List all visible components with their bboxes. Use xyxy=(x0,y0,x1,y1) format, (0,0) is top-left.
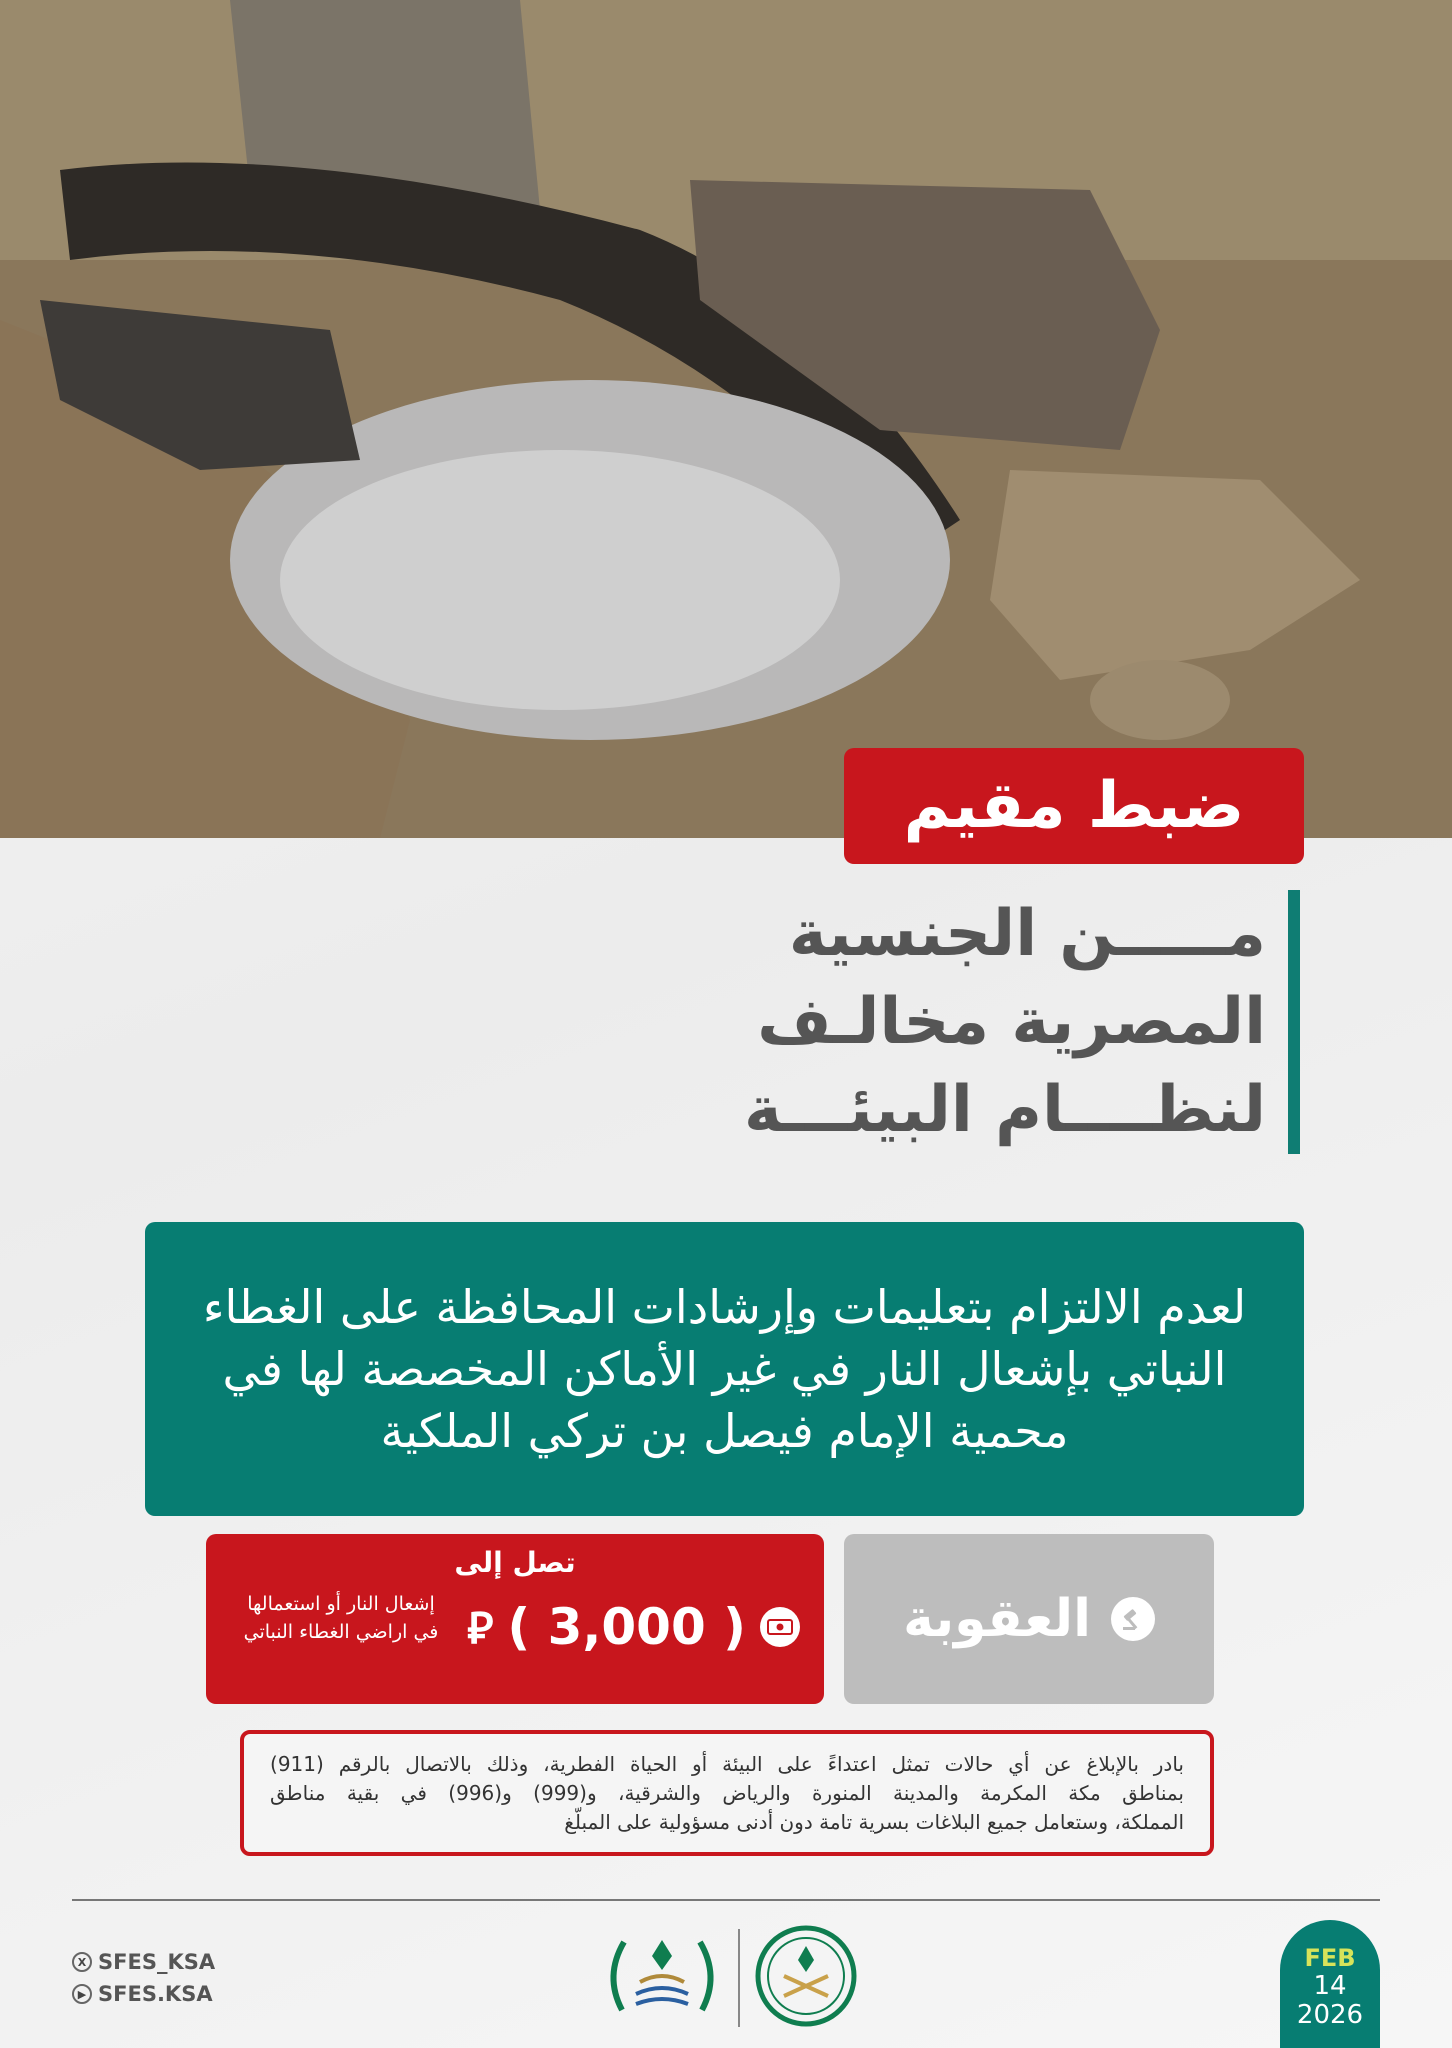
subtitle-line: لنظــــام البيئـــة xyxy=(744,1073,1266,1147)
riyal-currency-symbol: ⃁ xyxy=(467,1602,494,1654)
notice-line: بادر بالإبلاغ عن أي حالات تمثل اعتداءً على البيئة أو الحياة الفطرية، وذلك بالاتصال بالرقم (911) xyxy=(270,1751,1184,1776)
saudi-emblem-icon xyxy=(754,1924,858,2032)
youtube-icon: ▶ xyxy=(72,1984,92,2004)
environmental-security-logo-icon xyxy=(600,1926,724,2030)
penalty-up-to: تصل إلى xyxy=(454,1546,576,1579)
x-handle: SFES_KSA xyxy=(98,1950,216,1974)
violation-line: لعدم الالتزام بتعليمات وإرشادات المحافظة على الغطاء xyxy=(202,1280,1247,1334)
x-handle-row[interactable] xyxy=(72,1946,215,1978)
gavel-icon xyxy=(1111,1597,1155,1641)
date-badge xyxy=(1280,1920,1380,2048)
headline-badge: ضبط مقيم xyxy=(844,748,1304,864)
penalty-description-line: في اراضي الغطاء النباتي xyxy=(243,1621,439,1643)
notice-line: المملكة، وستعامل جميع البلاغات بسرية تامة دون أدنى مسؤولية على المبلّغ xyxy=(564,1809,1184,1834)
cash-icon xyxy=(760,1607,800,1647)
date-day: 14 xyxy=(1313,1971,1347,2001)
penalty-description-line: إشعال النار أو استعمالها xyxy=(247,1593,435,1615)
penalty-description xyxy=(226,1590,456,1646)
reporting-notice xyxy=(240,1730,1214,1856)
violation-line: النباتي بإشعال النار في غير الأماكن المخصصة لها في xyxy=(222,1342,1227,1396)
subtitle-line: المصرية مخالـف xyxy=(757,985,1266,1059)
date-year: 2026 xyxy=(1296,2000,1364,2030)
hero-photo-campfire-ashes xyxy=(0,0,1452,838)
violation-line: محمية الإمام فيصل بن تركي الملكية xyxy=(380,1404,1069,1458)
penalty-label: العقوبة xyxy=(903,1589,1091,1649)
subtitle-line: مـــــن الجنسية xyxy=(788,897,1266,971)
footer-logos xyxy=(600,1924,858,2032)
penalty-amount-row xyxy=(467,1598,800,1656)
violation-description-box xyxy=(145,1222,1304,1516)
penalty-label-box xyxy=(844,1534,1214,1704)
date-month: FEB xyxy=(1304,1944,1356,1972)
youtube-handle-row[interactable] xyxy=(72,1978,215,2010)
footer-divider xyxy=(72,1899,1380,1901)
youtube-handle: SFES.KSA xyxy=(98,1982,213,2006)
logo-separator xyxy=(738,1929,740,2027)
penalty-amount: ( 3,000 ) xyxy=(507,1598,746,1656)
x-logo-icon: X xyxy=(72,1952,92,1972)
subtitle xyxy=(566,890,1300,1154)
social-handles xyxy=(72,1946,215,2010)
penalty-amount-box xyxy=(206,1534,824,1704)
notice-line: بمناطق مكة المكرمة والمدينة المنورة والرياض والشرقية، و(999) و(996) في بقية مناطق xyxy=(270,1780,1184,1805)
